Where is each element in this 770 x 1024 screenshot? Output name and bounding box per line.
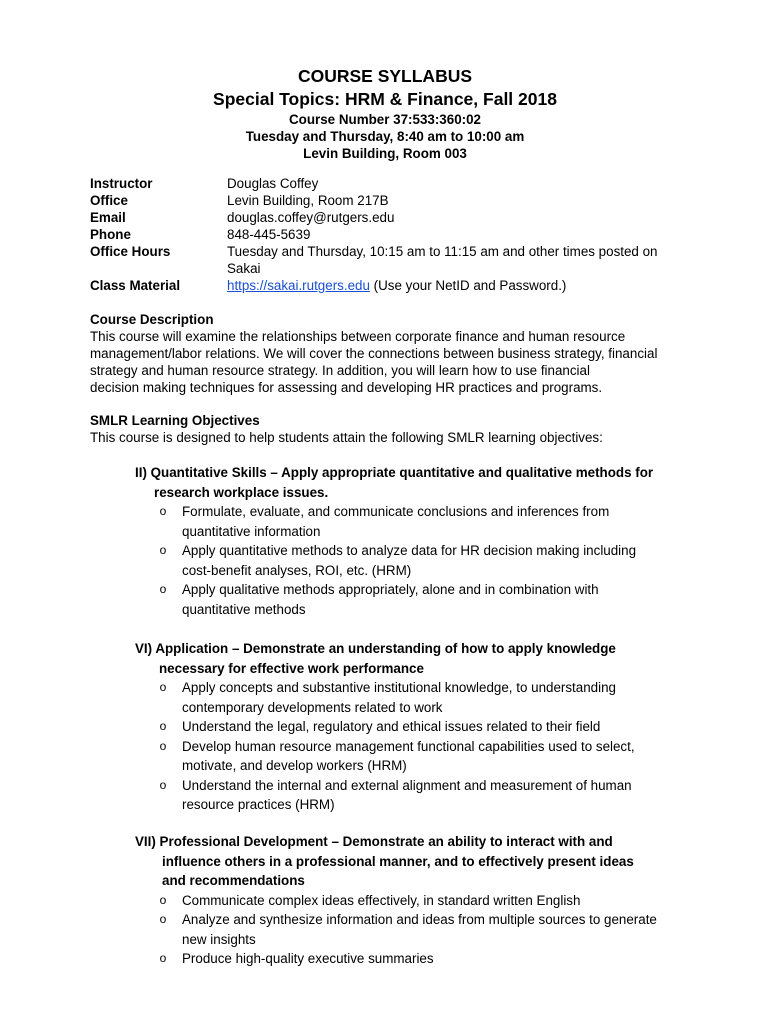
list-item xyxy=(157,541,695,580)
list-item xyxy=(157,717,695,737)
bullet-circle-icon: o xyxy=(159,582,167,596)
bullet-line: contemporary developments related to work xyxy=(182,699,443,715)
course-number: Course Number 37:533:360:02 xyxy=(288,112,482,127)
list-item xyxy=(157,737,695,776)
info-row-instructor xyxy=(90,175,690,192)
bullet-circle-icon: o xyxy=(159,912,167,926)
instructor-name: Douglas Coffey xyxy=(227,176,319,191)
paragraph-line: strategy and human resource strategy. In addition, you will learn how to use financial xyxy=(90,363,590,378)
list-item xyxy=(157,776,695,815)
info-label: Instructor xyxy=(90,176,153,191)
bullet-line: Understand the internal and external alignment and measurement of human xyxy=(182,777,632,793)
bullet-line: Produce high-quality executive summaries xyxy=(182,951,434,966)
bullet-line: resource practices (HRM) xyxy=(182,797,335,812)
objective-bullet-list xyxy=(157,891,705,969)
list-item xyxy=(157,891,705,911)
bullet-line: Communicate complex ideas effectively, in standard written English xyxy=(182,892,581,908)
class-material-value xyxy=(227,277,690,294)
bullet-circle-icon: o xyxy=(159,738,167,753)
bullet-circle-icon: o xyxy=(159,504,167,518)
list-item xyxy=(157,502,695,541)
office-hours-value xyxy=(227,243,690,277)
objective-heading xyxy=(135,832,705,891)
paragraph-line: decision making techniques for assessing and developing HR practices and programs. xyxy=(90,380,603,395)
phone-number: 848-445-5639 xyxy=(227,227,311,242)
info-label: Office Hours xyxy=(90,244,171,259)
bullet-line: Understand the legal, regulatory and ethical issues related to their field xyxy=(182,719,601,734)
learning-objectives-section xyxy=(90,412,690,446)
info-label: Email xyxy=(90,210,126,225)
objective-heading-line: research workplace issues. xyxy=(154,484,329,500)
paragraph-line: management/labor relations. We will cover the connections between business strategy, financial xyxy=(90,346,658,361)
bullet-line: Analyze and synthesize information and ideas from multiple sources to generate xyxy=(182,912,657,927)
bullet-line: Apply qualitative methods appropriately, alone and in combination with xyxy=(182,582,599,597)
info-row-phone xyxy=(90,226,690,243)
objective-group-professional-development xyxy=(135,832,705,969)
instructor-info xyxy=(90,175,690,294)
bullet-circle-icon: o xyxy=(159,719,167,733)
bullet-line: cost-benefit analyses, ROI, etc. (HRM) xyxy=(182,562,412,578)
document-title: COURSE SYLLABUS xyxy=(297,66,473,86)
objective-heading-line: II) Quantitative Skills – Apply appropriate quantitative and qualitative methods for xyxy=(135,465,654,480)
info-row-class-material xyxy=(90,277,690,294)
class-material-note: (Use your NetID and Password.) xyxy=(369,278,567,293)
objective-heading-line: and recommendations xyxy=(162,873,305,888)
list-item xyxy=(157,678,695,717)
bullet-circle-icon: o xyxy=(159,777,167,792)
bullet-line: motivate, and develop workers (HRM) xyxy=(182,758,407,773)
section-heading: SMLR Learning Objectives xyxy=(90,413,260,428)
bullet-line: Develop human resource management functional capabilities used to select, xyxy=(182,738,635,754)
objective-heading xyxy=(135,463,695,502)
objective-bullet-list xyxy=(157,678,695,815)
office-hours-line-1: Tuesday and Thursday, 10:15 am to 11:15 am and other times posted on xyxy=(227,244,658,259)
info-label: Phone xyxy=(90,227,131,242)
list-item xyxy=(157,580,695,619)
info-label: Class Material xyxy=(90,278,181,293)
paragraph-line: This course will examine the relationships between corporate finance and human resource xyxy=(90,329,626,344)
bullet-line: new insights xyxy=(182,931,256,947)
course-description-section xyxy=(90,311,690,396)
objective-group-application xyxy=(135,639,695,815)
email-address: douglas.coffey@rutgers.edu xyxy=(227,210,395,225)
bullet-circle-icon: o xyxy=(159,680,167,694)
bullet-line: Formulate, evaluate, and communicate conclusions and inferences from xyxy=(182,504,610,519)
office-location: Levin Building, Room 217B xyxy=(227,193,389,208)
info-label: Office xyxy=(90,193,128,208)
objectives-intro: This course is designed to help students attain the following SMLR learning objectives: xyxy=(90,430,603,445)
objective-heading-line: influence others in a professional manner, and to effectively present ideas xyxy=(162,853,634,869)
info-row-office-hours xyxy=(90,243,690,277)
section-heading: Course Description xyxy=(90,312,214,327)
bullet-circle-icon: o xyxy=(159,951,167,965)
list-item xyxy=(157,949,705,969)
objective-heading xyxy=(135,639,695,678)
bullet-line: Apply concepts and substantive institutional knowledge, to understanding xyxy=(182,680,616,695)
course-location: Levin Building, Room 003 xyxy=(303,146,467,161)
bullet-circle-icon: o xyxy=(159,543,167,557)
list-item xyxy=(157,910,705,949)
objective-heading-line: necessary for effective work performance xyxy=(159,660,424,676)
objective-bullet-list xyxy=(157,502,695,619)
bullet-line: quantitative information xyxy=(182,523,321,539)
bullet-line: Apply quantitative methods to analyze data for HR decision making including xyxy=(182,543,637,558)
office-hours-line-2: Sakai xyxy=(227,261,261,276)
objective-heading-line: VII) Professional Development – Demonstrate an ability to interact with and xyxy=(135,834,613,849)
sakai-link[interactable]: https://sakai.rutgers.edu xyxy=(227,278,370,293)
objective-group-quantitative xyxy=(135,463,695,619)
bullet-line: quantitative methods xyxy=(182,601,306,617)
objective-heading-line: VI) Application – Demonstrate an understanding of how to apply knowledge xyxy=(135,641,616,656)
document-subtitle: Special Topics: HRM & Finance, Fall 2018 xyxy=(213,89,557,109)
course-schedule: Tuesday and Thursday, 8:40 am to 10:00 am xyxy=(245,129,525,144)
info-row-office xyxy=(90,192,690,209)
bullet-circle-icon: o xyxy=(159,892,167,907)
info-row-email xyxy=(90,209,690,226)
